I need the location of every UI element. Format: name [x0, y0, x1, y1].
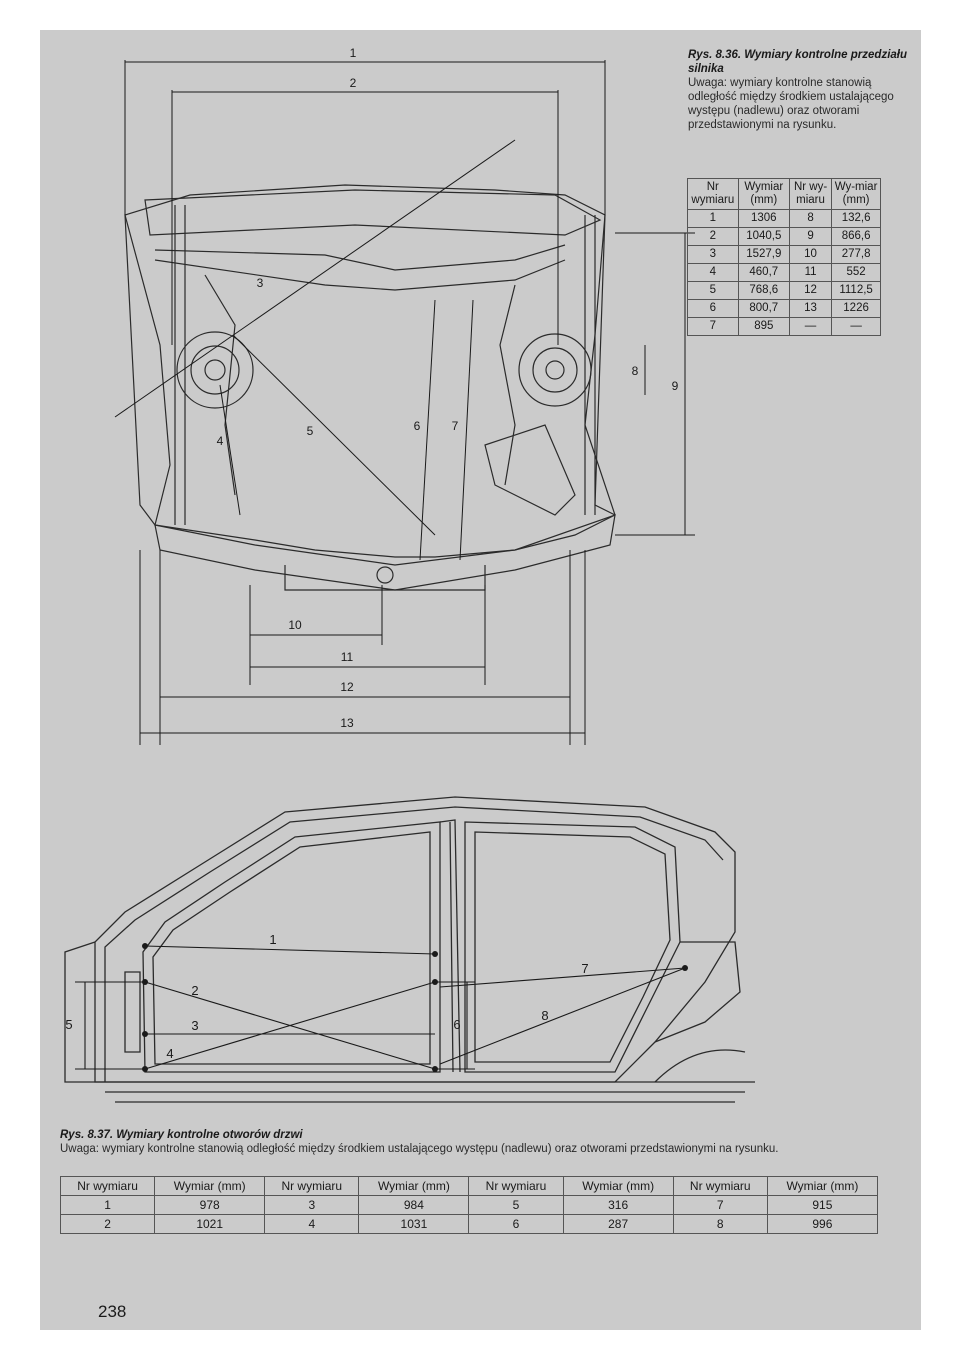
table-cell: 4	[265, 1215, 359, 1234]
page-number: 238	[98, 1302, 127, 1321]
table-cell: 3	[688, 246, 739, 264]
table-row	[688, 318, 881, 336]
table-cell: 915	[767, 1196, 877, 1215]
t2-header-6: Wymiar (mm)	[563, 1177, 673, 1196]
figure2-note: Uwaga: wymiary kontrolne stanowią odległość między środkiem ustalającego występu (nadlewu) oraz otworami przedstawionymi na rysunku.	[60, 1143, 779, 1155]
engine-compartment-figure	[95, 45, 679, 780]
fig1-dim-label-2: 2	[349, 76, 357, 90]
table-cell: 7	[688, 318, 739, 336]
table-cell: 10	[789, 246, 831, 264]
fig2-dim-label-2: 2	[191, 983, 199, 998]
table-cell: 552	[832, 264, 881, 282]
table-cell: 2	[61, 1215, 155, 1234]
fig2-dim-label-5: 5	[65, 1017, 73, 1032]
t2-header-3: Nr wymiaru	[265, 1177, 359, 1196]
table-cell: 12	[789, 282, 831, 300]
table-cell: 4	[688, 264, 739, 282]
door-openings-figure	[55, 792, 755, 1127]
figure1-table	[687, 178, 881, 336]
figure1-note: Uwaga: wymiary kontrolne stanowią odległość między środkiem ustalającego występu (nadlewu) oraz otworami przedstawionymi na rysunku.	[688, 77, 894, 131]
table-cell: 132,6	[832, 210, 881, 228]
table-row	[61, 1196, 878, 1215]
table-cell: 2	[688, 228, 739, 246]
fig2-dim-label-7: 7	[581, 961, 589, 976]
table-cell: 13	[789, 300, 831, 318]
table-cell: 460,7	[738, 264, 789, 282]
fig1-dim-label-10: 10	[288, 618, 302, 632]
table-cell: 768,6	[738, 282, 789, 300]
table-cell: —	[832, 318, 881, 336]
figure2-caption	[60, 1128, 905, 1156]
table-cell: 5	[469, 1196, 563, 1215]
table-row	[688, 210, 881, 228]
table-row	[688, 246, 881, 264]
figure1-caption	[688, 48, 908, 132]
table-cell: 8	[789, 210, 831, 228]
fig2-dim-label-4: 4	[166, 1046, 174, 1061]
t1-header-wymiar2: Wy-miar (mm)	[832, 179, 881, 210]
table-cell: 3	[265, 1196, 359, 1215]
table-row	[688, 228, 881, 246]
fig1-dim-label-9: 9	[671, 379, 679, 393]
table-cell: —	[789, 318, 831, 336]
fig2-dim-label-3: 3	[191, 1018, 199, 1033]
table-cell: 984	[359, 1196, 469, 1215]
t2-header-5: Nr wymiaru	[469, 1177, 563, 1196]
t1-header-nr: Nr wymiaru	[688, 179, 739, 210]
t2-header-8: Wymiar (mm)	[767, 1177, 877, 1196]
table-cell: 978	[155, 1196, 265, 1215]
figure2-title: Rys. 8.37. Wymiary kontrolne otworów drzwi	[60, 1129, 303, 1141]
table-cell: 6	[469, 1215, 563, 1234]
table-cell: 9	[789, 228, 831, 246]
fig1-dim-label-7: 7	[451, 419, 459, 433]
figure1-title: Rys. 8.36. Wymiary kontrolne przedziału silnika	[688, 49, 907, 75]
fig2-dim-label-6: 6	[453, 1017, 461, 1032]
t2-header-7: Nr wymiaru	[673, 1177, 767, 1196]
table-cell: 996	[767, 1215, 877, 1234]
t2-header-2: Wymiar (mm)	[155, 1177, 265, 1196]
t2-header-1: Nr wymiaru	[61, 1177, 155, 1196]
table-cell: 11	[789, 264, 831, 282]
table-cell: 1040,5	[738, 228, 789, 246]
table-cell: 277,8	[832, 246, 881, 264]
fig1-dim-label-13: 13	[340, 716, 354, 730]
table-cell: 5	[688, 282, 739, 300]
fig1-dim-label-5: 5	[306, 424, 314, 438]
table-cell: 1226	[832, 300, 881, 318]
table-cell: 316	[563, 1196, 673, 1215]
table-cell: 287	[563, 1215, 673, 1234]
fig1-dim-label-11: 11	[340, 650, 354, 664]
document-page	[40, 30, 921, 1330]
figure2-table	[60, 1176, 878, 1234]
table-cell: 6	[688, 300, 739, 318]
table-row	[61, 1215, 878, 1234]
fig1-dim-label-4: 4	[216, 434, 224, 448]
table-cell: 895	[738, 318, 789, 336]
table-cell: 1306	[738, 210, 789, 228]
table-cell: 1	[61, 1196, 155, 1215]
table-cell: 1	[688, 210, 739, 228]
table-cell: 1021	[155, 1215, 265, 1234]
fig2-dim-label-1: 1	[269, 932, 277, 947]
t1-header-wymiar: Wymiar (mm)	[738, 179, 789, 210]
table-row	[688, 300, 881, 318]
t1-header-nr2: Nr wy-miaru	[789, 179, 831, 210]
table-cell: 866,6	[832, 228, 881, 246]
table-cell: 1112,5	[832, 282, 881, 300]
table-cell: 8	[673, 1215, 767, 1234]
fig1-dim-label-1: 1	[349, 46, 357, 60]
table-row	[688, 282, 881, 300]
t2-header-4: Wymiar (mm)	[359, 1177, 469, 1196]
fig1-dim-label-3: 3	[256, 276, 264, 290]
fig2-dim-label-8: 8	[541, 1008, 549, 1023]
table-cell: 800,7	[738, 300, 789, 318]
table-cell: 1527,9	[738, 246, 789, 264]
table-row	[688, 264, 881, 282]
table-cell: 7	[673, 1196, 767, 1215]
fig1-dim-label-8: 8	[631, 364, 639, 378]
fig1-dim-label-12: 12	[340, 680, 354, 694]
table-cell: 1031	[359, 1215, 469, 1234]
fig1-dim-label-6: 6	[413, 419, 421, 433]
